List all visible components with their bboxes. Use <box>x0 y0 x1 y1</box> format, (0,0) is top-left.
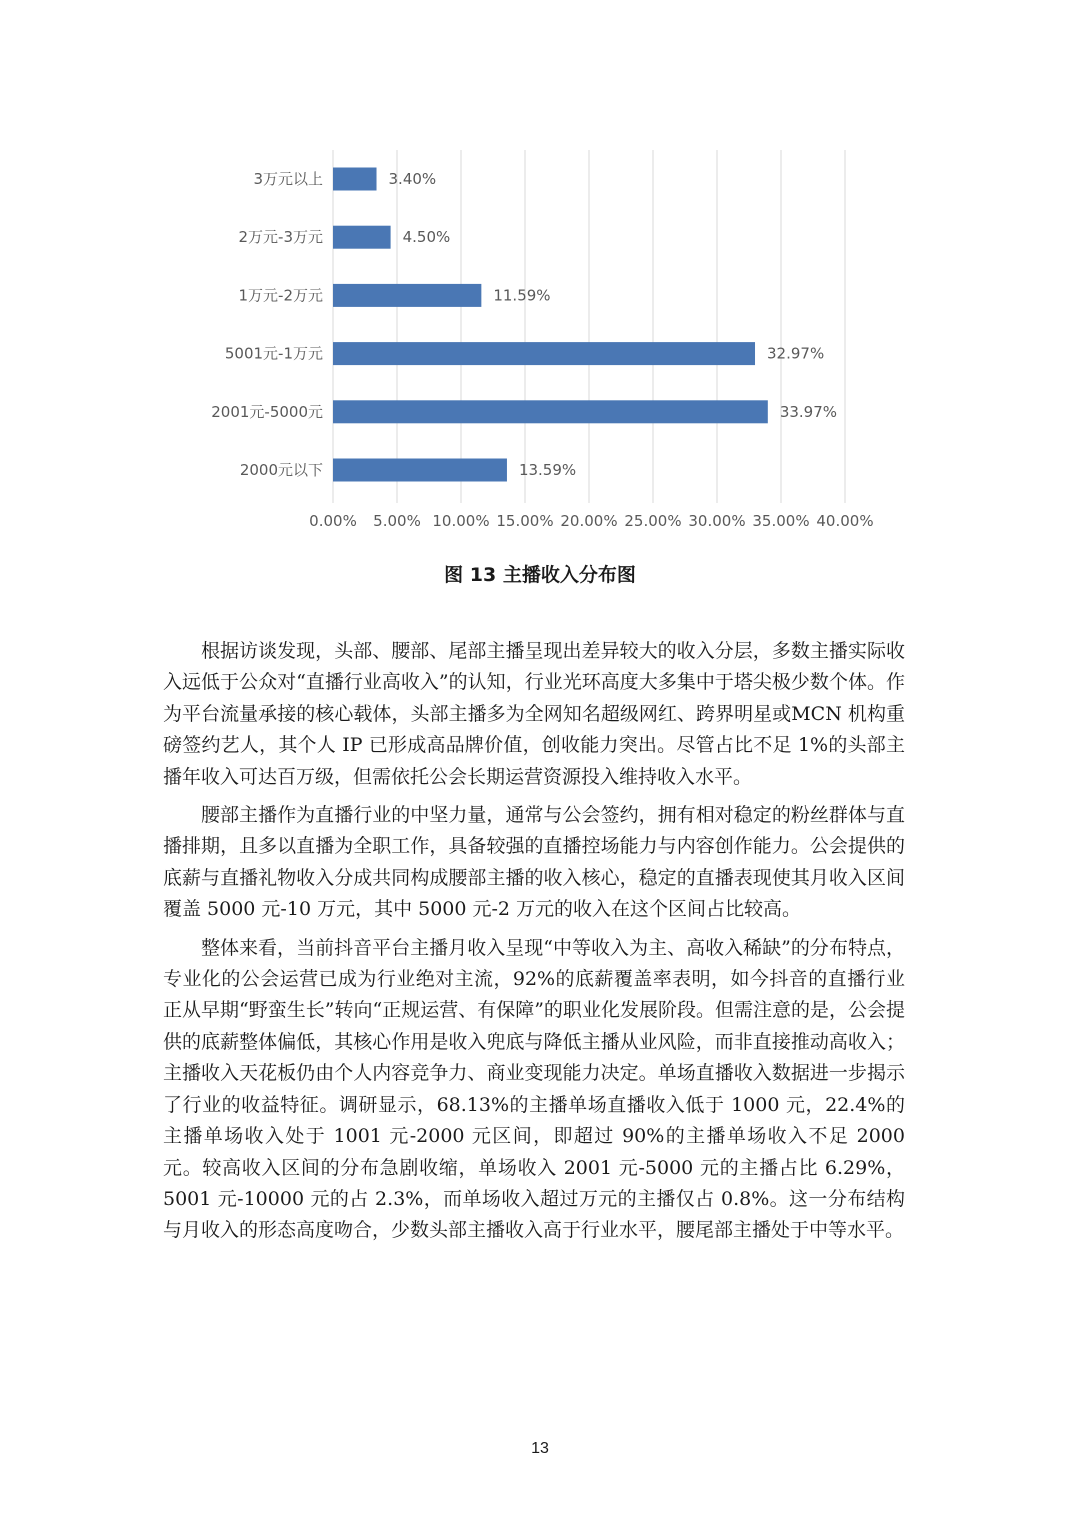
x-tick-label: 30.00% <box>688 512 746 530</box>
x-tick-label: 10.00% <box>432 512 490 530</box>
paragraph-3: 整体来看，当前抖音平台主播月收入呈现“中等收入为主、高收入稀缺”的分布特点，专业化的公会运营已成为行业绝对主流，92%的底薪覆盖率表明，如今抖音的直播行业正从早期“野蛮生长”转向“正规运营、有保障”的职业化发展阶段。但需注意的是，公会提供的底薪整体偏低，其核心作用是收入兜底与降低主播从业风险，而非直接推动高收入；主播收入天花板仍由个人内容竞争力、商业变现能力决定。单场直播收入数据进一步揭示了行业的收益特征。调研显示，68.13%的主播单场直播收入低于 1000 元，22.4%的主播单场收入处于 1001 元-2000 元区间，即超过 90%的主播单场收入不足 2000 元。较高收入区间的分布急剧收缩，单场收入 2001 元-5000 元的主播占比 6.29%，5001 元-10000 元的占 2.3%，而单场收入超过万元的主播仅占 0.8%。这一分布结构与月收入的形态高度吻合，少数头部主播收入高于行业水平，腰尾部主播处于中等水平。 <box>163 936 905 1242</box>
x-tick-label: 25.00% <box>624 512 682 530</box>
bar <box>333 168 377 191</box>
data-label: 13.59% <box>518 461 577 479</box>
paragraph-1: 根据访谈发现，头部、腰部、尾部主播呈现出差异较大的收入分层，多数主播实际收入远低于公众对“直播行业高收入”的认知，行业光环高度大多集中于塔尖极少数个体。作为平台流量承接的核心载体，头部主播多为全网知名超级网红、跨界明星或MCN 机构重磅签约艺人，其个人 IP 已形成高品牌价值，创收能力突出。尽管占比不足 1%的头部主播年收入可达百万级，但需依托公会长期运营资源投入维持收入水平。 <box>163 640 905 788</box>
body-text <box>163 636 905 1254</box>
data-label: 33.97% <box>779 402 838 421</box>
bar <box>333 342 755 365</box>
x-tick-label: 15.00% <box>496 512 554 530</box>
data-label: 3.40% <box>388 170 437 188</box>
bar <box>333 284 481 307</box>
x-tick-label: 35.00% <box>752 512 810 530</box>
category-label: 2001元-5000元 <box>211 402 323 421</box>
data-label: 11.59% <box>493 286 551 305</box>
data-label: 4.50% <box>402 228 451 247</box>
bar <box>333 459 507 482</box>
figure-caption: 图 13 主播收入分布图 <box>444 564 636 586</box>
paragraph-2: 腰部主播作为直播行业的中坚力量，通常与公会签约，拥有相对稳定的粉丝群体与直播排期，且多以直播为全职工作，具备较强的直播控场能力与内容创作能力。公会提供的底薪与直播礼物收入分成共同构成腰部主播的收入核心，稳定的直播表现使其月收入区间覆盖 5000 元-10 万元，其中 5000 元-2 万元的收入在这个区间占比较高。 <box>163 804 905 921</box>
category-label: 1万元-2万元 <box>238 286 323 305</box>
category-label: 2万元-3万元 <box>238 228 323 247</box>
category-label: 2000元以下 <box>239 461 323 479</box>
x-tick-label: 5.00% <box>373 512 421 530</box>
x-tick-label: 20.00% <box>560 512 618 530</box>
x-tick-label: 40.00% <box>816 512 874 530</box>
data-label: 32.97% <box>767 344 825 363</box>
category-label: 5001元-1万元 <box>224 344 323 363</box>
page-number: 13 <box>531 1440 549 1457</box>
x-tick-label: 0.00% <box>309 512 357 530</box>
income-distribution-bar-chart <box>150 140 930 540</box>
category-label: 3万元以上 <box>253 170 323 188</box>
bar <box>333 226 391 249</box>
bar <box>333 400 768 423</box>
